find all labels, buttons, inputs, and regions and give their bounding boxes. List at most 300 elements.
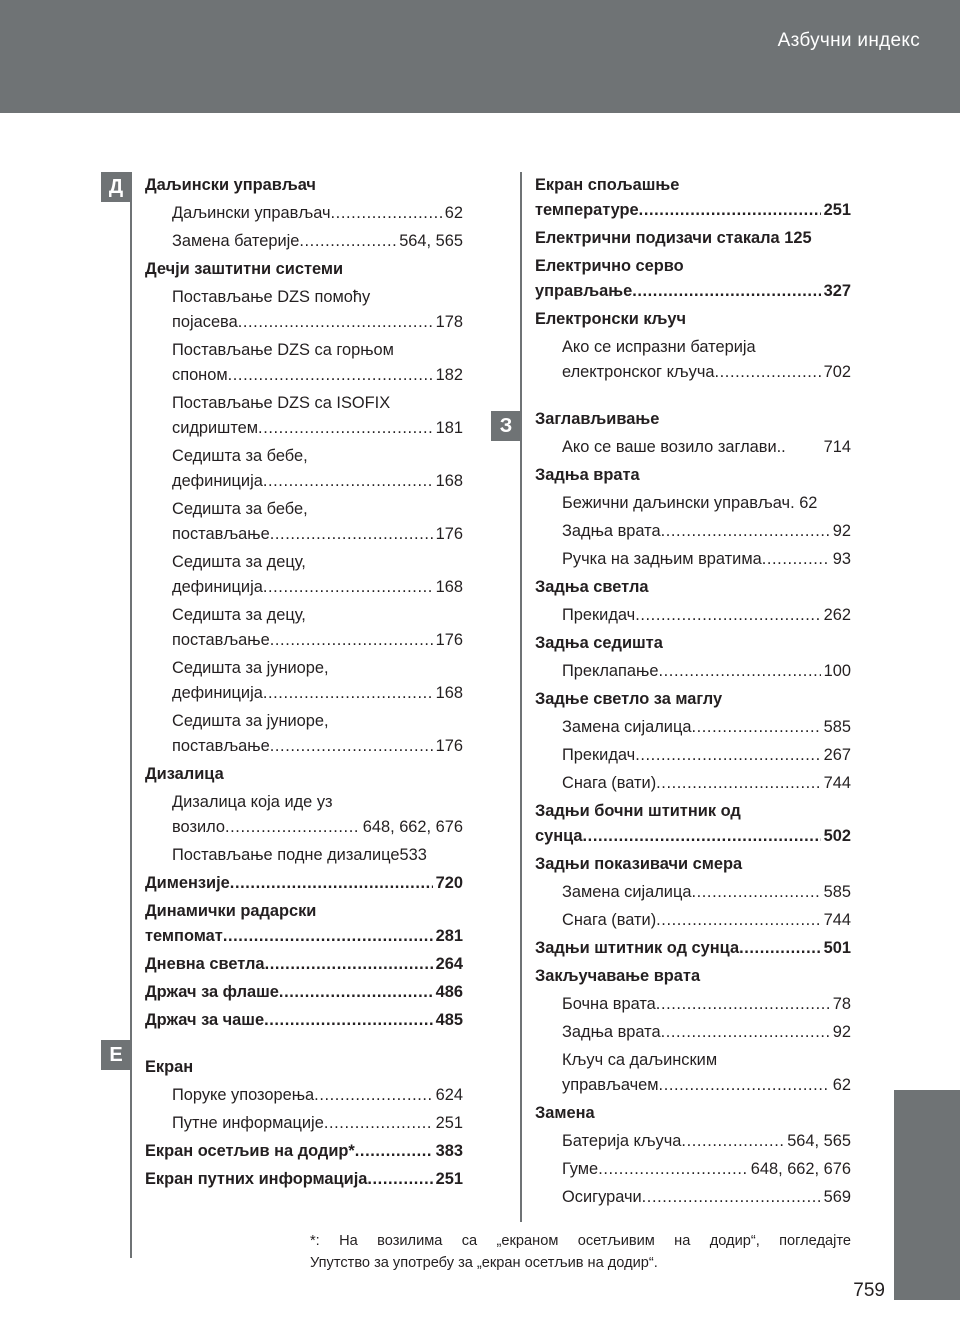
index-line — [535, 173, 851, 198]
index-term: Електронски кључ — [535, 310, 687, 328]
index-term: Задња врата — [562, 522, 661, 540]
index-line — [172, 790, 463, 815]
index-subentry — [145, 709, 463, 759]
page-reference: 176 — [435, 525, 463, 543]
page-reference: 564, 565 — [787, 1132, 851, 1150]
index-term: Батерија кључа — [562, 1132, 682, 1150]
index-line — [535, 279, 851, 304]
index-term: Постављање подне дизалице533 — [172, 846, 427, 864]
index-term: Даљински управљач — [172, 204, 331, 222]
index-line — [145, 173, 463, 198]
page-reference: 93 — [832, 550, 851, 568]
page-reference: 178 — [435, 313, 463, 331]
page-reference: 251 — [823, 201, 851, 219]
index-subentry — [145, 1083, 463, 1108]
index-term: Даљински управљач — [145, 176, 316, 194]
page-reference: 702 — [823, 363, 851, 381]
index-subentry — [535, 908, 851, 933]
index-term: Екран путних информација — [145, 1170, 368, 1188]
index-line — [172, 497, 463, 522]
index-heading — [535, 463, 851, 488]
dot-leader — [324, 1111, 433, 1136]
index-heading — [145, 899, 463, 949]
index-subentry — [145, 391, 463, 441]
index-term: споном — [172, 366, 228, 384]
index-term: Осигурачи — [562, 1188, 642, 1206]
index-subentry — [535, 715, 851, 740]
index-term: Снага (вати) — [562, 911, 657, 929]
index-subentry — [145, 229, 463, 254]
index-subentry — [535, 547, 851, 572]
dot-leader — [270, 628, 433, 653]
index-heading — [535, 964, 851, 989]
dot-leader — [661, 1020, 830, 1045]
dot-leader — [270, 734, 433, 759]
page-reference: 92 — [832, 1023, 851, 1041]
index-term: Ручка на задњим вратима — [562, 550, 762, 568]
index-subentry — [535, 1129, 851, 1154]
dot-leader — [661, 519, 830, 544]
index-term: Прекидач — [562, 606, 636, 624]
index-heading — [145, 1139, 463, 1164]
index-heading — [535, 631, 851, 656]
index-term: Преклапање — [562, 662, 659, 680]
index-subentry — [535, 743, 851, 768]
dot-leader — [367, 1167, 432, 1192]
index-line — [172, 522, 463, 547]
index-heading — [145, 952, 463, 977]
index-term: Закључавање врата — [535, 967, 701, 985]
index-line — [172, 338, 463, 363]
index-line — [172, 734, 463, 759]
index-line — [562, 715, 851, 740]
dot-leader — [714, 360, 820, 385]
index-subentry — [145, 201, 463, 226]
dot-leader — [265, 952, 433, 977]
index-term: Седишта за бебе, — [172, 447, 308, 465]
index-heading — [535, 936, 851, 961]
index-heading — [535, 254, 851, 304]
section-thumb-tab — [894, 1090, 960, 1300]
index-term: Замена сијалица — [562, 718, 692, 736]
index-subentry — [145, 338, 463, 388]
page-reference: 176 — [435, 737, 463, 755]
page-reference: 648, 662, 676 — [750, 1160, 851, 1178]
index-column-right — [535, 173, 851, 1213]
index-line — [172, 285, 463, 310]
index-line — [145, 1167, 463, 1192]
index-line — [172, 201, 463, 226]
index-term: Седишта за децу, — [172, 606, 306, 624]
index-term: постављање — [172, 525, 270, 543]
index-subentry — [535, 880, 851, 905]
index-line — [172, 416, 463, 441]
page-reference: 251 — [435, 1114, 463, 1132]
index-term: Седишта за бебе, — [172, 500, 308, 518]
index-term: Задњи штитник од сунца — [535, 939, 740, 957]
index-line — [562, 908, 851, 933]
dot-leader — [225, 815, 360, 840]
index-column-left — [145, 173, 463, 1195]
index-line — [562, 1020, 851, 1045]
index-line — [145, 1055, 463, 1080]
page-reference: 181 — [435, 419, 463, 437]
dot-leader — [739, 936, 821, 961]
index-heading — [535, 852, 851, 877]
index-subentry — [535, 435, 851, 460]
index-term: Бочна врата — [562, 995, 656, 1013]
index-line — [535, 307, 851, 332]
index-line — [172, 550, 463, 575]
index-term: Замена — [535, 1104, 595, 1122]
header-title: Азбучни индекс — [777, 30, 920, 51]
index-subentry — [535, 335, 851, 385]
dot-leader — [656, 771, 820, 796]
index-subentry — [535, 519, 851, 544]
index-line — [535, 631, 851, 656]
index-term: температуре — [535, 201, 639, 219]
index-line — [562, 1129, 851, 1154]
index-term: Ако се ваше возило заглави.. — [562, 438, 786, 456]
index-line — [172, 391, 463, 416]
index-term: Бежични даљински управљач. 62 — [562, 494, 818, 512]
index-subentry — [145, 497, 463, 547]
index-line — [145, 980, 463, 1005]
index-line — [562, 743, 851, 768]
index-term: Екран — [145, 1058, 194, 1076]
index-heading — [535, 687, 851, 712]
footnote-line-1: *: На возилима са „екраном осетљивим на додир“, погледајте — [310, 1233, 851, 1249]
index-line — [535, 687, 851, 712]
index-line — [562, 771, 851, 796]
index-heading — [535, 407, 851, 432]
dot-leader — [263, 469, 433, 494]
dot-leader — [632, 279, 820, 304]
index-line — [535, 575, 851, 600]
page-reference: 168 — [435, 684, 463, 702]
index-term: сидриштем — [172, 419, 259, 437]
index-line — [535, 407, 851, 432]
index-heading — [535, 799, 851, 849]
index-line — [562, 659, 851, 684]
letter-tab-d: Д — [101, 172, 131, 202]
dot-leader — [299, 229, 396, 254]
index-heading — [535, 173, 851, 223]
index-line — [535, 226, 851, 251]
page-reference: 486 — [435, 983, 463, 1001]
index-line — [562, 519, 851, 544]
index-term: Прекидач — [562, 746, 636, 764]
index-term: Динамички радарски — [145, 902, 317, 920]
page-reference: 564, 565 — [399, 232, 463, 250]
index-line — [172, 843, 463, 868]
index-term: Екран осетљив на додир* — [145, 1142, 355, 1160]
index-term: Електрично серво — [535, 257, 684, 275]
index-line — [172, 1083, 463, 1108]
dot-leader — [635, 743, 820, 768]
index-line — [535, 254, 851, 279]
dot-leader — [691, 880, 820, 905]
page-number: 759 — [853, 1280, 885, 1301]
index-subentry — [145, 603, 463, 653]
index-term: Задња врата — [535, 466, 640, 484]
index-term: Путне информације — [172, 1114, 324, 1132]
page-reference: 502 — [823, 827, 851, 845]
index-line — [535, 799, 851, 824]
index-line — [145, 899, 463, 924]
dot-leader — [355, 1139, 433, 1164]
dot-leader — [762, 547, 830, 572]
index-term: Дизалица која иде уз — [172, 793, 333, 811]
dot-leader — [681, 1129, 784, 1154]
dot-leader — [691, 715, 820, 740]
page-reference: 720 — [435, 874, 463, 892]
index-line — [562, 1073, 851, 1098]
index-term: Електрични подизачи стакала 125 — [535, 229, 812, 247]
index-term: Постављање DZS помоћу — [172, 288, 371, 306]
index-line — [562, 603, 851, 628]
letter-tab-z: З — [491, 411, 521, 441]
dot-leader — [331, 201, 442, 226]
index-term: Седишта за децу, — [172, 553, 306, 571]
index-heading — [145, 173, 463, 198]
index-line — [172, 444, 463, 469]
page-reference: 62 — [444, 204, 463, 222]
index-term: Кључ са даљинским — [562, 1051, 718, 1069]
index-term: Замена сијалица — [562, 883, 692, 901]
index-subentry — [535, 1185, 851, 1210]
column-rule-left — [130, 172, 132, 1258]
index-term: Задња врата — [562, 1023, 661, 1041]
index-line — [172, 575, 463, 600]
dot-leader — [314, 1083, 432, 1108]
index-heading — [145, 1167, 463, 1192]
index-line — [172, 603, 463, 628]
dot-leader — [658, 659, 820, 684]
letter-tab-e: Е — [101, 1040, 131, 1070]
index-line — [145, 762, 463, 787]
index-term: Дизалица — [145, 765, 224, 783]
index-line — [562, 880, 851, 905]
index-line — [535, 198, 851, 223]
dot-leader — [659, 1073, 830, 1098]
index-line — [535, 964, 851, 989]
page-reference: 624 — [435, 1086, 463, 1104]
page-reference: 267 — [823, 746, 851, 764]
dot-leader — [279, 980, 433, 1005]
index-subentry — [535, 1157, 851, 1182]
index-term: електронског кључа — [562, 363, 715, 381]
page-reference: 100 — [823, 662, 851, 680]
dot-leader — [228, 363, 433, 388]
index-term: Задња светла — [535, 578, 649, 596]
index-line — [562, 491, 851, 516]
index-heading — [535, 1101, 851, 1126]
index-heading — [145, 762, 463, 787]
index-subentry — [535, 1048, 851, 1098]
index-line — [562, 1157, 851, 1182]
dot-leader — [263, 575, 433, 600]
index-term: Снага (вати) — [562, 774, 657, 792]
page-reference: 78 — [832, 995, 851, 1013]
index-line — [172, 681, 463, 706]
index-heading — [535, 575, 851, 600]
index-term: постављање — [172, 737, 270, 755]
index-line — [172, 709, 463, 734]
page-reference: 744 — [823, 774, 851, 792]
index-subentry — [535, 659, 851, 684]
index-subentry — [145, 843, 463, 868]
header-band — [0, 0, 960, 113]
page-reference: 281 — [435, 927, 463, 945]
index-line — [172, 469, 463, 494]
index-line — [172, 310, 463, 335]
dot-leader — [642, 1185, 821, 1210]
page-reference: 485 — [435, 1011, 463, 1029]
dot-leader — [264, 1008, 433, 1033]
page-reference: 251 — [435, 1170, 463, 1188]
index-line — [562, 360, 851, 385]
index-line — [145, 924, 463, 949]
page-reference: 176 — [435, 631, 463, 649]
page-reference: 585 — [823, 883, 851, 901]
dot-leader — [635, 603, 820, 628]
index-subentry — [145, 444, 463, 494]
dot-leader — [258, 416, 433, 441]
index-term: управљачем — [562, 1076, 659, 1094]
page-reference: 168 — [435, 472, 463, 490]
index-term: Ако се испразни батерија — [562, 338, 756, 356]
index-line — [172, 815, 463, 840]
index-term: Седишта за јуниоре, — [172, 712, 329, 730]
footnote-line-2: Упутство за употребу за „екран осетљив на додир“. — [310, 1255, 658, 1271]
index-term: Замена батерије — [172, 232, 300, 250]
index-subentry — [145, 285, 463, 335]
index-heading — [535, 307, 851, 332]
index-line — [145, 952, 463, 977]
page-reference: 327 — [823, 282, 851, 300]
index-line — [172, 628, 463, 653]
index-term: Дечји заштитни системи — [145, 260, 344, 278]
index-term: темпомат — [145, 927, 223, 945]
index-subentry — [535, 992, 851, 1017]
index-term: Заглављивање — [535, 410, 660, 428]
index-term: Задњи показивачи смера — [535, 855, 743, 873]
index-term: Димензије — [145, 874, 230, 892]
page-reference: 744 — [823, 911, 851, 929]
index-heading — [145, 871, 463, 896]
index-line — [535, 936, 851, 961]
dot-leader — [223, 924, 433, 949]
index-term: Задње светло за маглу — [535, 690, 723, 708]
dot-leader — [656, 908, 820, 933]
index-line — [535, 463, 851, 488]
page-reference: 262 — [823, 606, 851, 624]
dot-leader — [270, 522, 433, 547]
index-heading — [145, 1008, 463, 1033]
index-term: Задњи бочни штитник од — [535, 802, 741, 820]
page-reference: 168 — [435, 578, 463, 596]
index-line — [562, 547, 851, 572]
index-subentry — [145, 790, 463, 840]
index-line — [535, 824, 851, 849]
index-term: возило — [172, 818, 225, 836]
page-reference: 264 — [435, 955, 463, 973]
page-reference: 569 — [823, 1188, 851, 1206]
index-line — [145, 1139, 463, 1164]
index-heading — [145, 257, 463, 282]
index-term: управљање — [535, 282, 633, 300]
index-term: Задња седишта — [535, 634, 663, 652]
index-term: Гуме — [562, 1160, 599, 1178]
index-term: сунца — [535, 827, 583, 845]
page-reference: 714 — [823, 438, 851, 456]
index-line — [562, 435, 851, 460]
index-subentry — [535, 771, 851, 796]
index-line — [562, 1048, 851, 1073]
index-term: дефиниција — [172, 684, 263, 702]
index-line — [562, 1185, 851, 1210]
page-reference: 585 — [823, 718, 851, 736]
index-term: Држач за флаше — [145, 983, 279, 1001]
index-subentry — [535, 1020, 851, 1045]
index-term: постављање — [172, 631, 270, 649]
index-line — [535, 1101, 851, 1126]
dot-leader — [639, 198, 821, 223]
index-term: дефиниција — [172, 472, 263, 490]
index-term: Екран спољашње — [535, 176, 680, 194]
dot-leader — [656, 992, 830, 1017]
page-reference: 92 — [832, 522, 851, 540]
page-reference: 62 — [832, 1076, 851, 1094]
index-subentry — [535, 603, 851, 628]
page-reference: 501 — [823, 939, 851, 957]
page-reference: 182 — [435, 366, 463, 384]
index-heading — [145, 980, 463, 1005]
index-term: Постављање DZS са горњом — [172, 341, 394, 359]
page-reference: 648, 662, 676 — [362, 818, 463, 836]
index-line — [172, 363, 463, 388]
index-line — [535, 852, 851, 877]
dot-leader — [238, 310, 433, 335]
index-term: Постављање DZS са ISOFIX — [172, 394, 391, 412]
index-term: дефиниција — [172, 578, 263, 596]
index-heading — [535, 226, 851, 251]
index-term: Дневна светла — [145, 955, 265, 973]
footnote — [310, 1230, 851, 1274]
index-line — [172, 656, 463, 681]
index-term: појасева — [172, 313, 238, 331]
column-rule-right — [520, 172, 522, 1222]
index-subentry — [145, 656, 463, 706]
index-heading — [145, 1055, 463, 1080]
index-line — [562, 992, 851, 1017]
dot-leader — [598, 1157, 748, 1182]
index-line — [145, 871, 463, 896]
index-subentry — [145, 1111, 463, 1136]
index-line — [145, 257, 463, 282]
page-reference: 383 — [435, 1142, 463, 1160]
index-subentry — [145, 550, 463, 600]
index-term: Поруке упозорења — [172, 1086, 315, 1104]
index-term: Држач за чаше — [145, 1011, 265, 1029]
dot-leader — [583, 824, 821, 849]
dot-leader — [230, 871, 433, 896]
index-line — [172, 1111, 463, 1136]
index-line — [145, 1008, 463, 1033]
index-term: Седишта за јуниоре, — [172, 659, 329, 677]
index-line — [172, 229, 463, 254]
